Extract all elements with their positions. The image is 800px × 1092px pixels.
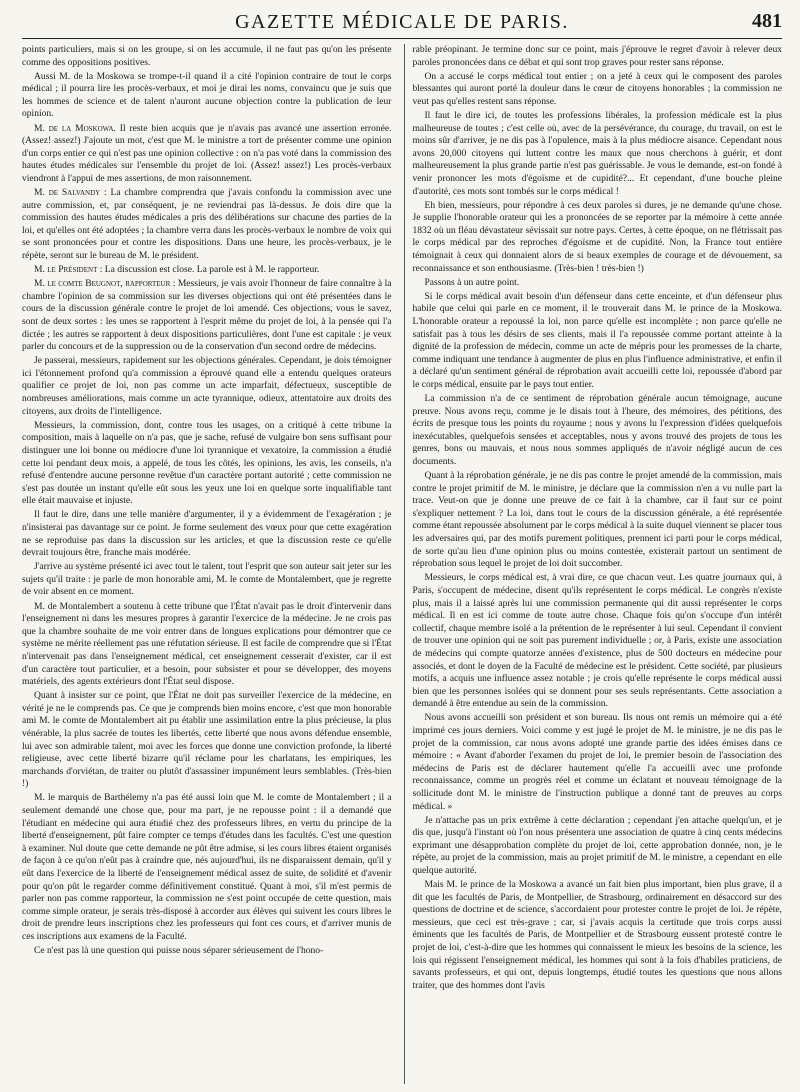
paragraph-text: La chambre comprendra que j'avais confondu la commission avec une autre commission, et, par conséquent, je ne reviendrai pas là-dessus. Je dois dire que la commission des hautes études médicales a pris des délibérations sur chacune des parties de la loi, et qu'elles ont été adoptées ; la chambre verra dans les procès-verbaux le nombre de voix qui se sont prononcées pour et contre les dispositions. Dans une heure, les procès-verbaux, je le répète, seront sur le bureau de M. le président. [22, 187, 392, 261]
left-column [22, 44, 392, 1084]
paragraph-text: La commission n'a de ce sentiment de réprobation générale aucun témoignage, aucune preuve. Nous avons reçu, comme je le disais tout à l'heure, des mémoires, des pétitions, des écrits de presque tous les points du royaume ; nous y avons lu l'expression d'idées quelquefois inexécutables, quelquefois sensées et acceptables, nous y avons trouvé des projets de tous les genres, bons ou mauvais, et nous nous sommes appliqués de n'avoir négligé aucun de ces documents. [412, 393, 782, 467]
speaker-name: M. le Président : [34, 264, 103, 276]
paragraph [413, 44, 783, 69]
paragraph-text: Aussi M. de la Moskowa se trompe-t-il quand il a cité l'opinion contraire de tout le corps médical ; il pourra lire les procès-verbaux, et moi je dirai les noms, convaincu que je suis que les hommes de science et de talent n'auront aucune objection contre la publication de leur opinion. [22, 70, 392, 120]
paragraph-text: Eh bien, messieurs, pour répondre à ces deux paroles si dures, je ne demande qu'une chose. Je supplie l'honorable orateur qui les a prononcées de se reporter par la mémoire à cette année 1832 où un fléau dévastateur sévissait sur notre pays. Certes, à cette époque, on ne flétrissait pas le corps médical par des reproches d'égoïsme et de cupidité. Non, la France tout entière témoignait à ceux qui donnaient alors de si beaux exemples de courage et de dévouement, sa reconnaissance et son enthousiasme. (Très-bien ! très-bien !) [412, 199, 782, 274]
paragraph-text: On a accusé le corps médical tout entier ; on a jeté à ceux qui le composent des paroles blessantes qui auront porté la douleur dans le cœur de citoyens honorables ; la commission ne veut pas qu'elles restent sans réponse. [412, 70, 782, 107]
right-column [404, 44, 783, 1084]
text-columns [22, 44, 782, 1084]
paragraph [22, 71, 392, 121]
paragraph [413, 712, 783, 813]
paragraph-text: Messieurs, le corps médical est, à vrai dire, ce que chacun veut. Les quatre journaux qui, à Paris, s'occupent de médecine, disent qu'ils représentent le corps médical. Le congrès n'existe plus, mais il a laissé après lui une commission permanente qui dit aussi représenter le corps médical. Il en est ici comme de toute autre chose. Chaque fois qu'on s'occupe d'un intérêt collectif, chaque membre isolé a la prétention de le représenter à lui seul. Cependant il convient de trouver une opinion qui ne soit pas purement individuelle ; or, à Paris, existe une association de médecins qui compte quatorze années d'existence, plus de 500 docteurs en médecine pour associés, et dont le doyen de la Faculté de médecine est le président. Cette société, par plusieurs motifs, a acquis une influence assez notable ; je crois qu'elle représente le corps médical aussi bien que les personnes isolées qui se donnent pour ses seuls représentants. Cette association a demandé à être entendue au sein de la commission. [412, 572, 782, 710]
paragraph [413, 291, 783, 392]
paragraph [413, 572, 783, 711]
paragraph-text: Quant à la réprobation générale, je ne dis pas contre le projet amendé de la commission, mais contre le projet primitif de M. le ministre, je déclare que la commission n'en a vu nulle part la trace. Veut-on que je donne une preuve de ce fait à la chambre, car il faut sur ce point s'expliquer nettement ? La loi, dans tout le cours de la discussion générale, a été représentée comme étant repoussée absolument par le corps médical à la suite duquel viennent se placer tous les adversaires qui, par des motifs purement politiques, prennent ici parti pour le corps médical, de sorte qu'au lieu d'une opinion plus ou moins contestée, existerait partout un sentiment de réprobation sous lequel le projet de loi doit succomber. [412, 470, 782, 570]
paragraph-text: La discussion est close. La parole est à M. le rapporteur. [104, 264, 320, 276]
paragraph [413, 879, 783, 992]
paragraph [22, 792, 392, 943]
speaker-name: M. de la Moskowa. [34, 122, 116, 134]
page-header [22, 8, 782, 39]
paragraph [413, 470, 783, 571]
paragraph-text: Il faut le dire, dans une telle manière d'argumenter, il y a évidemment de l'exagération ; je n'insisterai pas davantage sur ce point. Je forme seulement des vœux pour que cette exagération ne se reproduise pas dans la discussion sur les articles, et que la discussion reste ce qu'elle devrait toujours être, franche mais modérée. [22, 509, 392, 559]
paragraph [22, 123, 392, 186]
paragraph [22, 945, 392, 958]
paragraph [413, 393, 783, 469]
paragraph-text: Messieurs, je vais avoir l'honneur de faire connaître à la chambre l'opinion de sa commission sur les diverses objections qui ont été présentées dans le cours de la discussion générale contre le projet de loi amendé. Ces objections, vous le savez, sont de deux sortes : les unes se rapportent à l'esprit même du projet de loi, à la pensée qui l'a dictée ; les autres se rapportent à deux dispositions particulières, dont l'une est capitale : je veux parler du concours et de la suppression ou de la conservation d'un second ordre de médecins. [22, 278, 392, 353]
paragraph-text: Si le corps médical avait besoin d'un défenseur dans cette enceinte, et d'un défenseur plus habile que celui qui parle en ce moment, il le trouverait dans M. le prince de la Moskowa. L'honorable orateur a repoussé la loi, non parce qu'elle est incomplète ; non parce qu'elle ne satisfait pas à tous les désirs de ses clients, mais il l'a repoussée comme portant atteinte à la dignité de la profession de médecin, comme un acte de mépris pour les promesses de la charte, comme indiquant une tendance à augmenter de plus en plus l'influence administrative, et enfin il a déclaré qu'un sentiment général de réprobation avait accueilli cette loi, repoussée d'abord par le corps médical, ensuite par le pays tout entier. [412, 290, 782, 390]
paragraph-text: Passons à un autre point. [424, 276, 520, 288]
paragraph [22, 561, 392, 599]
page-number: 481 [752, 10, 782, 32]
paragraph [22, 278, 392, 354]
paragraph-text: Je n'attache pas un prix extrême à cette déclaration ; cependant j'en attache quelqu'un, et je dis que, jusqu'à l'instant où l'on nous présentera une association de quatre à cinq cents médecins exprimant une désapprobation complète du projet de loi, cette approbation donnée, non, je le répète, au projet de la commission, mais au projet primitif de M. le ministre, a cependant en elle quelque autorité. [412, 814, 782, 876]
paragraph-text: Mais M. le prince de la Moskowa a avancé un fait bien plus important, bien plus grave, il a dit que les facultés de Paris, de Montpellier, de Strasbourg, ordinairement en désaccord sur des questions de doctrine et de science, s'accordaient pour protester contre le projet de loi. Je répète, messieurs, que ceci est très-grave ; car, si j'avais acquis la certitude que trois corps aussi éminents que les facultés de Paris, de Montpellier et de Strasbourg eussent protesté contre le projet de loi, c'est-à-dire que les hommes qui connaissent le mieux les besoins de la science, les lois qui régissent l'enseignement médical, les hommes qui sont à la fois d'habiles praticiens, de savants professeurs, et qui ont, depuis longtemps, étudié toutes les questions que nous allons traiter, que des hommes dont l'avis [412, 879, 782, 991]
paragraph-text: Il reste bien acquis que je n'avais pas avancé une assertion erronée. (Assez! assez!) J'ajoute un mot, c'est que M. le ministre a tort de présenter comme une opinion d'un corps entier ce qui n'est pas une opinion collective : on n'a pas voté dans la commission des hautes études médicales sur l'ensemble du projet de loi. (Assez! assez!) Les procès-verbaux viendront à l'appui de mes assertions, de mon raisonnement. [22, 122, 392, 184]
speaker-name: M. le comte Beugnot, rapporteur : [34, 278, 176, 290]
paragraph-text: Nous avons accueilli son président et son bureau. Ils nous ont remis un mémoire qui a été imprimé ces jours derniers. Voici comme y est jugé le projet de M. le ministre, je ne dis pas le projet de la commission, car nous avons adopté une grande partie des idées émises dans ce mémoire : « Avant d'aborder l'examen du projet de loi, le premier besoin de l'association des médecins de Paris est de déclarer hautement qu'elle l'a accueilli avec une profonde reconnaissance, comme un progrès réel et comme un éclatant et nouveau témoignage de la sollicitude dont M. le ministre de l'instruction publique a donné tant de preuves au corps médical. » [412, 712, 782, 812]
paragraph [22, 187, 392, 263]
paragraph [413, 815, 783, 878]
paragraph [413, 277, 783, 290]
gazette-title: GAZETTE MÉDICALE DE PARIS. [235, 11, 569, 33]
paragraph-text: points particuliers, mais si on les groupe, si on les accumule, il ne faut pas qu'on les présente comme des oppositions positives. [22, 44, 392, 68]
speaker-name: M. de Salvandy : [34, 187, 107, 199]
paragraph [22, 509, 392, 559]
paragraph [22, 601, 392, 689]
paragraph [22, 44, 392, 69]
paragraph-text: Je passerai, messieurs, rapidement sur les objections générales. Cependant, je dois témoigner ici l'étonnement profond qu'a commission a éprouvé quand elle a entendu quelques orateurs qualifier ce projet de loi, non pas comme un acte imparfait, défectueux, susceptible de nombreuses améliorations, mais comme un acte tyrannique, odieux, attentatoire aux droits des citoyens, aux droits de l'intelligence. [22, 355, 392, 417]
paragraph-text: Messieurs, la commission, dont, contre tous les usages, on a critiqué à cette tribune la composition, mais à laquelle on n'a pas, que je sache, refusé de vulgaire bon sens suffisant pour distinguer une loi bonne ou médiocre d'une loi tyrannique et vexatoire, la commission a étudié cette loi pendant deux mois, a appelé, de tous les côtés, les opinions, les avis, les conseils, n'a refusé d'entendre aucune personne revêtue d'un caractère portant autorité ; cette commission ne s'est pas doutée un instant qu'elle eût sous les yeux une loi en quelque sorte inqualifiable tant elle était mauvaise et injuste. [22, 419, 392, 507]
paragraph-text: J'arrive au système présenté ici avec tout le talent, tout l'esprit que son auteur sait jeter sur les sujets qu'il traite : je parle de mon honorable ami, M. le comte de Montalembert, que je regrette de voir absent en ce moment. [22, 561, 392, 598]
paragraph-text: M. le marquis de Barthélemy n'a pas été aussi loin que M. le comte de Montalembert ; il a seulement demandé une chose que, pour ma part, je ne repousse point : il a demandé que l'étudiant en médecine qui aura étudié chez des professeurs libres, en vertu du principe de la liberté d'enseignement, pût faire compter ce temps d'études dans les facultés. C'est une question à examiner. Nul doute que cette demande ne pût être admise, si les cours libres étaient organisés de façon à ce qu'on n'eût pas à craindre que, nés aujourd'hui, ils ne disparaissent demain, qu'il y eût dans l'exercice de la liberté de l'enseignement médical assez de suite, de solidité et d'avenir pour qu'on pût le regarder comme définitivement constitué. Quant à moi, s'il m'est permis de parler non pas comme rapporteur, la commission ne s'est point occupée de cette question, mais comme simple orateur, je serais très-disposé à accorder aux élèves qui suivent les cours libres le droit de prendre leurs inscriptions chez les professeurs qui font ces cours, et d'arriver munis de ces inscriptions aux examens de la Faculté. [22, 792, 392, 942]
paragraph-text: Ce n'est pas là une question qui puisse nous séparer sérieusement de l'hono- [34, 945, 324, 957]
paragraph [413, 200, 783, 276]
paragraph [413, 110, 783, 198]
paragraph [22, 355, 392, 418]
paragraph [22, 690, 392, 791]
paragraph [22, 420, 392, 508]
paragraph-text: Il faut le dire ici, de toutes les professions libérales, la profession médicale est la plus malheureuse de toutes ; c'est celle où, avec de la persévérance, du courage, du travail, on est le moins sûr d'arriver, je ne dis pas à l'opulence, mais à la plus médiocre aisance. Cependant nous avons 20,000 citoyens qui luttent contre les maux que nous cherchons à guérir, et dont malheureusement la plus grande partie n'est pas guérissable. Je vous le demande, est-on fondé à venir prononcer les mots d'égoïsme et de cupidité?... Et cependant, d'une bouche pleine d'autorité, ces mots sont tombés sur le corps médical ! [412, 109, 782, 197]
paragraph-text: M. de Montalembert a soutenu à cette tribune que l'État n'avait pas le droit d'intervenir dans l'enseignement ni dans les mesures propres à garantir l'exercice de la médecine. Je ne crois pas que la chambre souhaite de me voir entrer dans de longues explications pour démontrer que ce système ne mérite réellement pas une réfutation sérieuse. Il est facile de comprendre que si l'État n'intervenait pas dans l'enseignement médical, cet enseignement cesserait d'exister, car il est d'un caractère tout particulier, et a besoin, pour subsister et pour se développer, des moyens matériels, des agents extérieurs dont l'État seul dispose. [22, 600, 392, 688]
paragraph [22, 264, 392, 277]
paragraph [413, 71, 783, 109]
paragraph-text: rable préopinant. Je termine donc sur ce point, mais j'éprouve le regret d'avoir à relever deux paroles prononcées dans ce débat et qui sont trop graves pour rester sans réponse. [412, 44, 782, 68]
paragraph-text: Quant à insister sur ce point, que l'État ne doit pas surveiller l'exercice de la médecine, en vérité je ne le comprends pas. Ce que je comprends bien moins encore, c'est que mon honorable ami M. le comte de Montalembert ait pu établir une assimilation entre la plus précieuse, la plus vénérable, la plus sacrée de toutes les libertés, cette liberté que nous avons défendue ensemble, lui avec son admirable talent, moi avec les forces que donne une conviction profonde, la liberté religieuse, avec cette liberté bizarre qu'il réclame pour les charlatans, les empiriques, les marchands d'orviétan, de traiter ou plutôt d'assassiner impunément leurs semblables. (Très-bien !) [22, 690, 392, 790]
